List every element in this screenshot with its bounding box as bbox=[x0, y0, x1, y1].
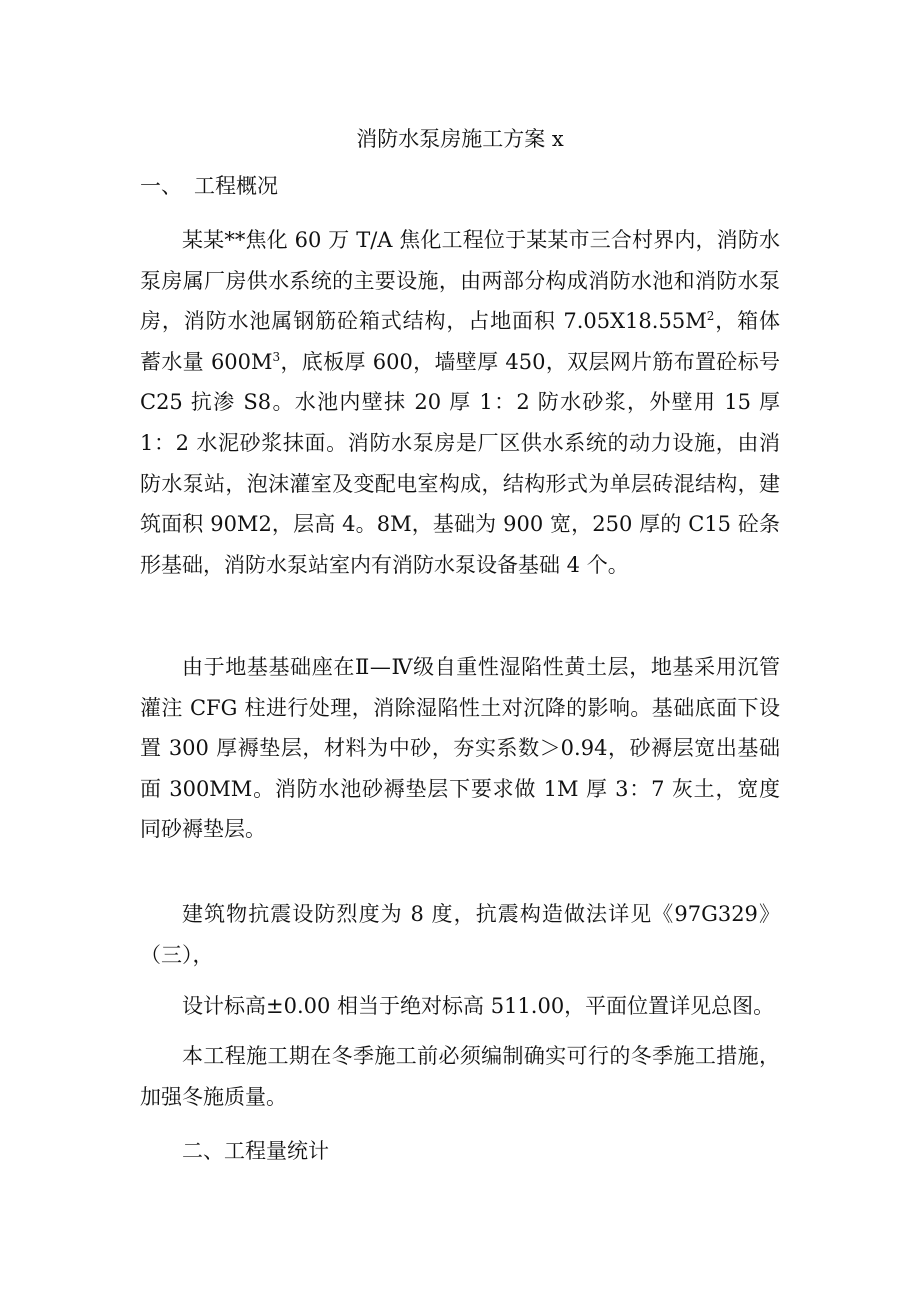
paragraph-elevation: 设计标高±0.00 相当于绝对标高 511.00，平面位置详见总图。 bbox=[182, 994, 775, 1018]
document-title: 消防水泵房施工方案 x bbox=[356, 127, 564, 151]
superscript: 3 bbox=[272, 349, 281, 364]
paragraph-text: ，箱体蓄水量 600M bbox=[140, 309, 780, 374]
paragraph-seismic: 建筑物抗震设防烈度为 8 度，抗震构造做法详见《97G329》（三）， bbox=[140, 902, 780, 967]
section-heading-overview bbox=[140, 171, 278, 201]
section-title: 工程概况 bbox=[194, 174, 278, 198]
paragraph-text: ，底板厚 600，墙壁厚 450，双层网片筋布置砼标号 C25 抗渗 S8。水池内壁抹 20 厚 1：2 防水砂浆，外壁用 15 厚 1：2 水泥砂浆抹面。消防水泵房是厂区供水系统的动力设施，由消防水泵站，泡沫灌室及变配电室构成，结构形式为单层砖混结构，建筑面积 90M2，层高 4。8M，基础为 900 宽，250 厚的 C15 砼条形基础，消防水泵站室内有消防水泵设备基础 4 个。 bbox=[140, 349, 780, 577]
paragraph-winter-construction: 本工程施工期在冬季施工前必须编制确实可行的冬季施工措施，加强冬施质量。 bbox=[140, 1044, 780, 1109]
section-number: 一、 bbox=[140, 174, 182, 198]
section-heading-quantities: 二、工程量统计 bbox=[182, 1139, 329, 1163]
paragraph-project-overview bbox=[140, 220, 780, 585]
paragraph-foundation: 由于地基基础座在Ⅱ—Ⅳ级自重性湿陷性黄土层，地基采用沉管灌注 CFG 柱进行处理，消除湿陷性土对沉降的影响。基础底面下设置 300 厚褥垫层，材料为中砂，夯实系数＞0.94，砂褥层宽出基础面 300MM。消防水池砂褥垫层下要求做 1M 厚 3：7 灰土，宽度同砂褥垫层。 bbox=[140, 655, 781, 842]
paragraph-text: 某某**焦化 60 万 T/A 焦化工程位于某某市三合村界内，消防水泵房属厂房供水系统的主要设施，由两部分构成消防水池和消防水泵房，消防水池属钢筋砼箱式结构，占地面积 7.05X18.55M bbox=[140, 228, 780, 334]
superscript: 2 bbox=[706, 309, 715, 324]
